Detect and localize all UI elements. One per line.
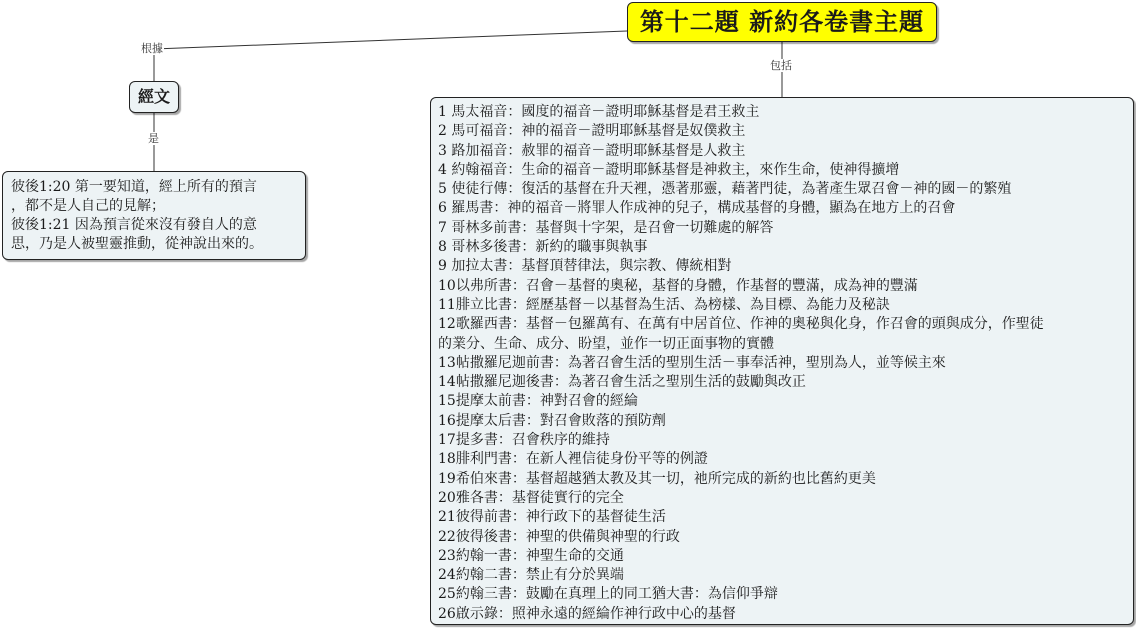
book-line: 7 哥林多前書：基督與十字架，是召會一切難處的解答 — [438, 219, 774, 236]
book-line: 10以弗所書：召會－基督的奧秘，基督的身體，作基督的豐滿，成為神的豐滿 — [438, 277, 918, 294]
book-line: 26啟示錄：照神永遠的經綸作神行政中心的基督 — [438, 605, 736, 622]
book-line: 3 路加福音：赦罪的福音－證明耶穌基督是人救主 — [438, 142, 746, 159]
book-line: 18腓利門書：在新人裡信徒身份平等的例證 — [438, 451, 708, 468]
verse-line: 思，乃是人被聖靈推動，從神說出來的。 — [11, 236, 263, 252]
book-line: 5 使徒行傳：復活的基督在升天裡，憑著那靈，藉著門徒，為著產生眾召會－神的國－的繁殖 — [438, 181, 1012, 198]
book-line: 15提摩太前書：神對召會的經綸 — [438, 393, 638, 410]
is-link-label: 是 — [148, 132, 159, 145]
verse-line: ，都不是人自己的見解； — [11, 198, 165, 214]
book-line: 23約翰一書：神聖生命的交通 — [438, 547, 624, 564]
book-line: 11腓立比書：經歷基督－以基督為生活、為榜樣、為目標、為能力及秘訣 — [438, 296, 890, 313]
book-line: 20雅各書：基督徒實行的完全 — [438, 489, 624, 506]
book-line: 24約翰二書：禁止有分於異端 — [438, 567, 624, 584]
book-line: 19希伯來書：基督超越猶太教及其一切，祂所完成的新約也比舊約更美 — [438, 470, 876, 487]
books-node[interactable] — [430, 97, 1134, 625]
book-line: 的業分、生命、成分、盼望，並作一切正面事物的實體 — [438, 335, 774, 352]
book-line: 6 羅馬書：神的福音－將罪人作成神的兒子，構成基督的身體，顯為在地方上的召會 — [438, 200, 956, 217]
title-node[interactable]: 第十二題 新約各卷書主題 — [627, 2, 937, 42]
book-line: 1 馬太福音：國度的福音－證明耶穌基督是君王救主 — [438, 104, 760, 120]
book-line: 9 加拉太書：基督頂替律法，與宗教、傳統相對 — [438, 258, 732, 275]
link-title-to-scripture — [154, 31, 627, 49]
book-line: 13帖撒羅尼迦前書：為著召會生活的聖別生活－事奉活神，聖別為人，並等候主來 — [438, 354, 946, 371]
includes-link-label: 包括 — [770, 59, 792, 72]
book-line: 8 哥林多後書：新約的職事與執事 — [438, 239, 648, 256]
book-line: 14帖撒羅尼迦後書：為著召會生活之聖別生活的鼓勵與改正 — [438, 374, 806, 391]
book-line: 25約翰三書：鼓勵在真理上的同工猶大書：為信仰爭辯 — [438, 586, 778, 603]
book-line: 17提多書：召會秩序的維持 — [438, 432, 610, 449]
book-line: 2 馬可福音：神的福音－證明耶穌基督是奴僕救主 — [438, 123, 746, 140]
verse-line: 彼後1:20 第一要知道，經上所有的預言 — [11, 179, 257, 195]
book-line: 22彼得後書：神聖的供備與神聖的行政 — [438, 528, 680, 545]
book-line: 4 約翰福音：生命的福音－證明耶穌基督是神救主，來作生命，使神得擴增 — [438, 161, 900, 178]
verse-line: 彼後1:21 因為預言從來沒有發自人的意 — [11, 217, 257, 233]
scripture-node[interactable]: 經文 — [129, 81, 179, 113]
book-line: 12歌羅西書：基督－包羅萬有、在萬有中居首位、作神的奧秘與化身，作召會的頭與成分，作聖徒 — [438, 316, 1044, 333]
basis-link-label: 根據 — [141, 42, 163, 55]
book-line: 21彼得前書：神行政下的基督徒生活 — [438, 509, 666, 526]
book-line: 16提摩太后書：對召會敗落的預防劑 — [438, 412, 666, 429]
verse-node[interactable] — [2, 171, 306, 260]
